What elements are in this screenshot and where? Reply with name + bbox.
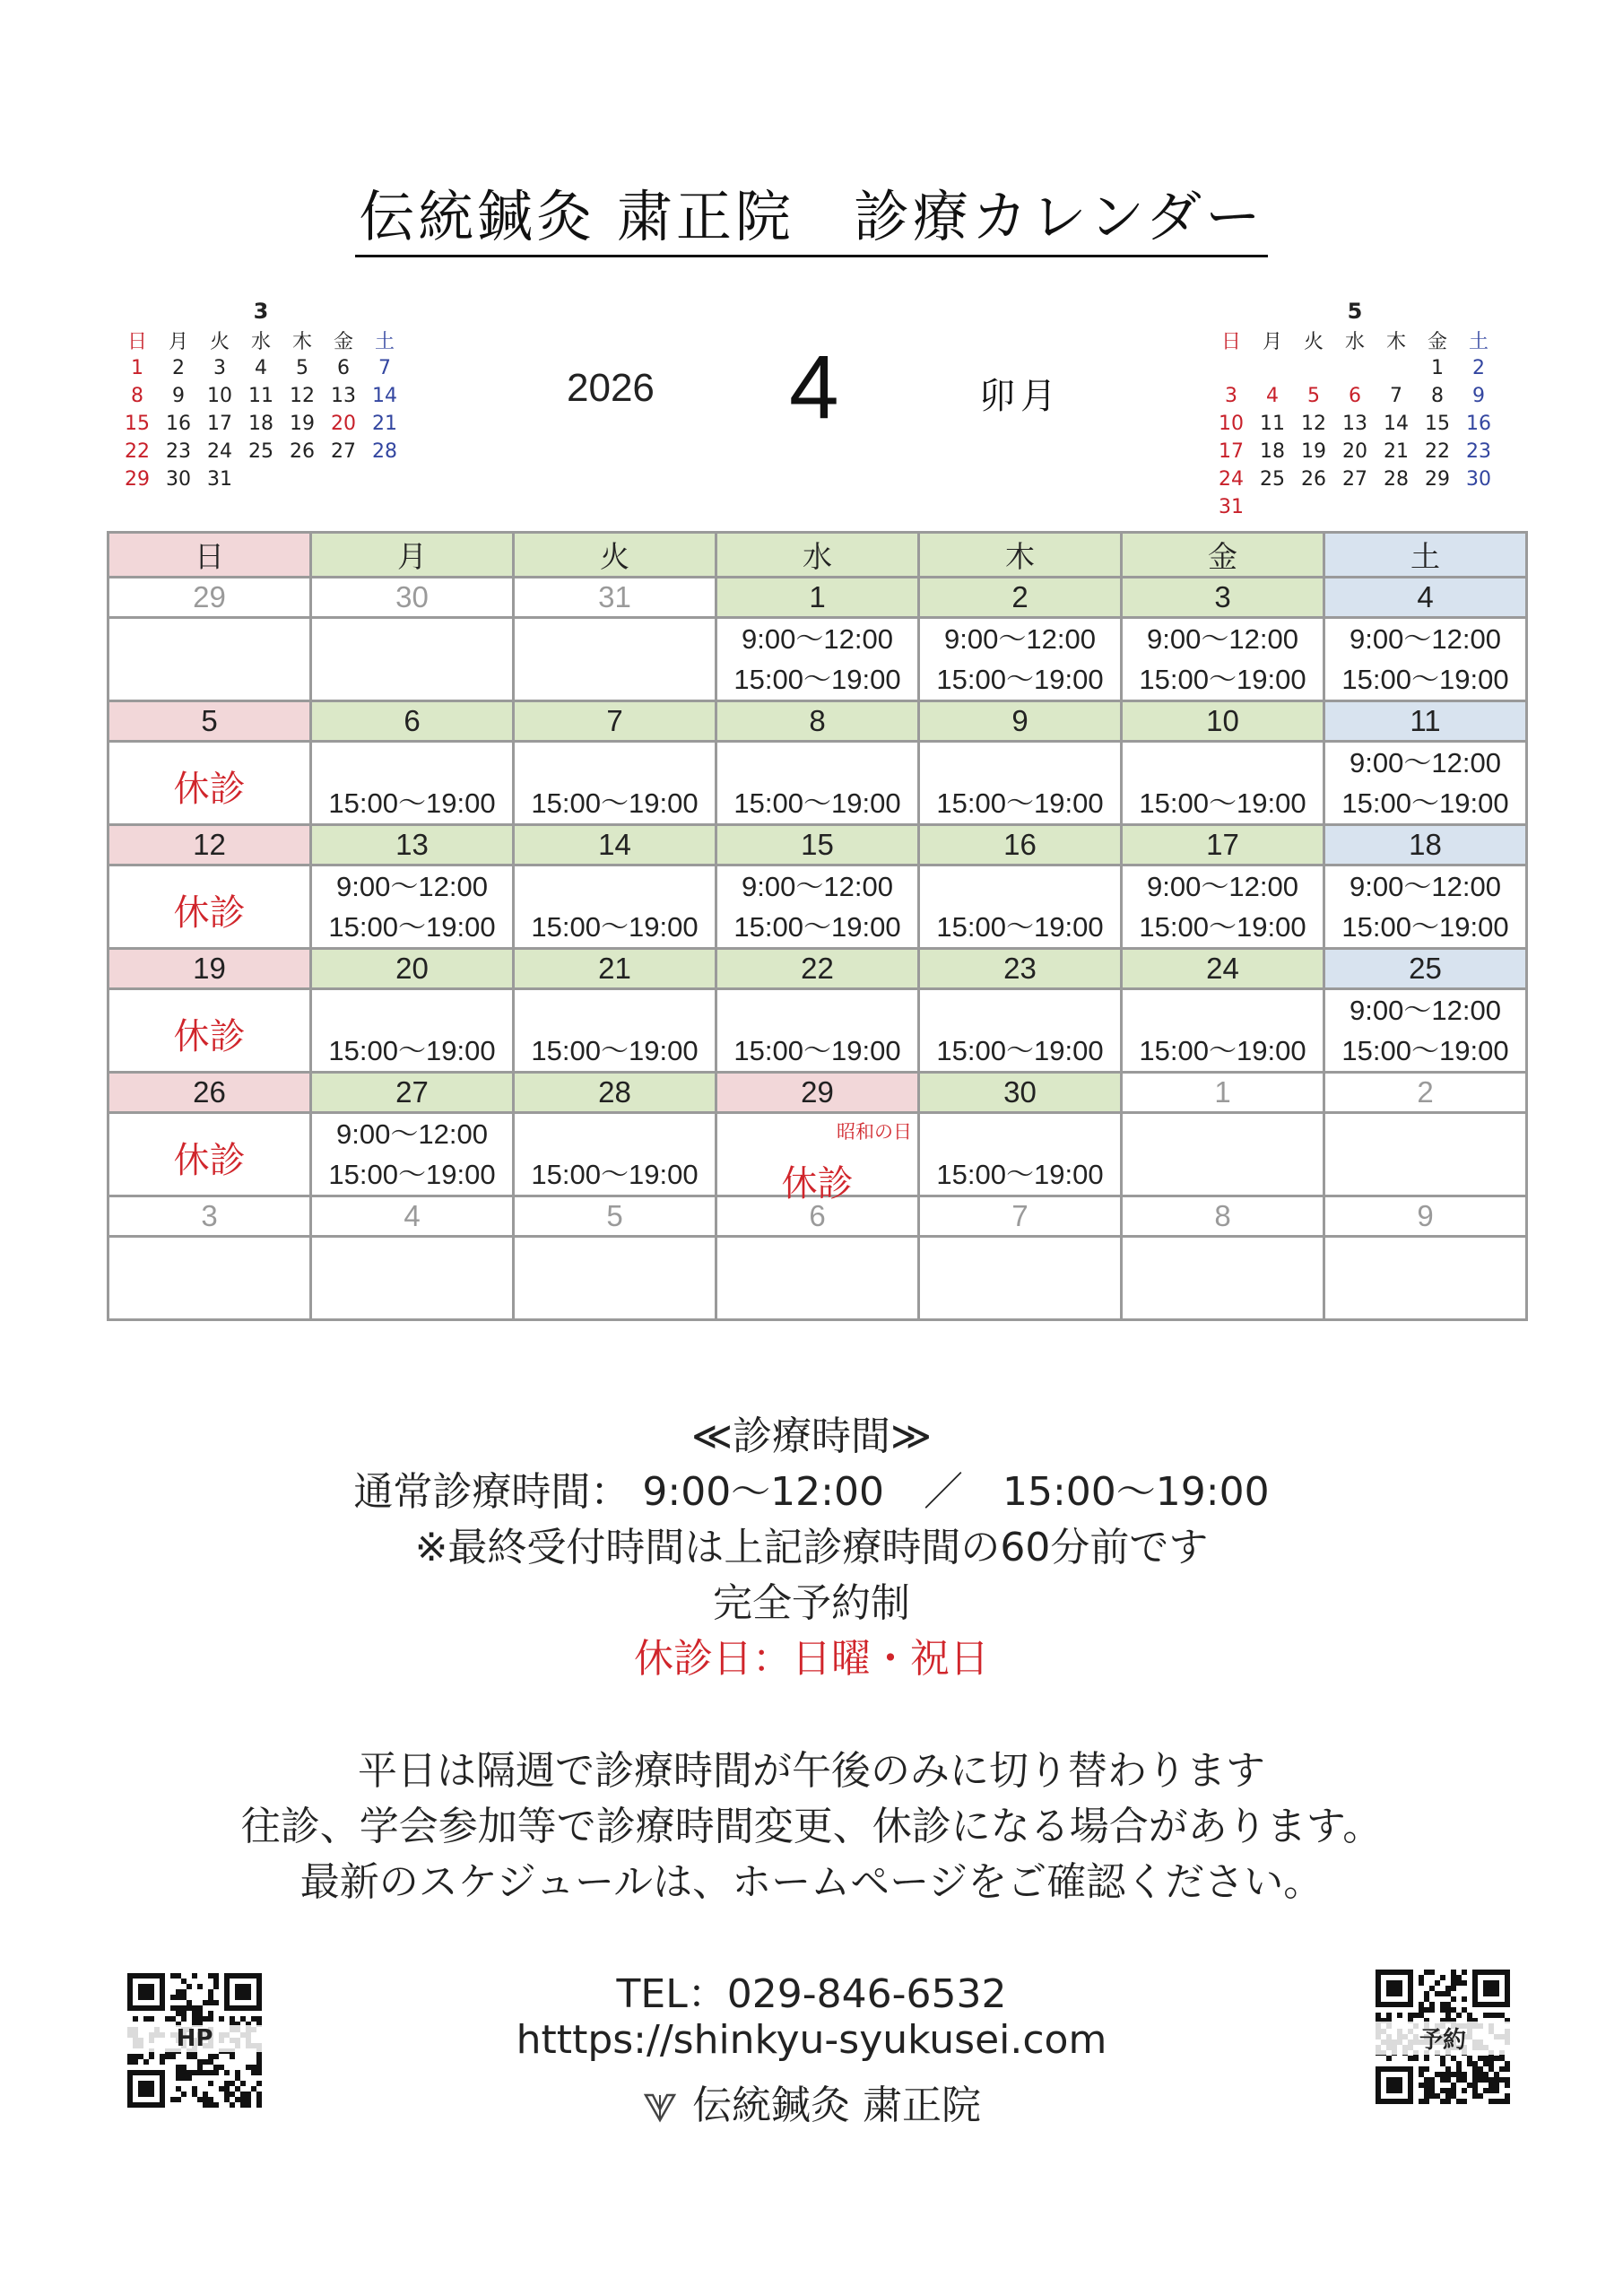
calendar-cell — [108, 1237, 311, 1320]
mini-day: 3 — [1225, 385, 1237, 407]
morning-hours: 9:00〜12:00 — [944, 623, 1096, 655]
calendar-cell — [108, 742, 311, 825]
weekday-header: 火 — [514, 533, 716, 578]
calendar-date: 27 — [311, 1073, 514, 1113]
mini-day: 16 — [166, 413, 191, 435]
mini-day: 4 — [1266, 385, 1279, 407]
calendar-date: 2 — [1324, 1073, 1527, 1113]
calendar-date: 24 — [1122, 949, 1324, 989]
mini-day: 10 — [1219, 413, 1244, 435]
website-url[interactable]: htttps://shinkyu-syukusei.com — [516, 2017, 1107, 2063]
mini-day: 25 — [248, 440, 273, 463]
calendar-date: 8 — [1122, 1196, 1324, 1237]
mini-day — [323, 465, 364, 493]
mini-day: 19 — [1301, 440, 1326, 463]
calendar-cell — [1324, 618, 1527, 701]
mini-day: 24 — [207, 440, 232, 463]
calendar-date: 26 — [108, 1073, 311, 1113]
mini-weekday: 火 — [1303, 331, 1324, 353]
mini-month-label: 3 — [253, 299, 269, 324]
mini-day: 18 — [248, 413, 273, 435]
calendar-cell — [311, 1237, 514, 1320]
mini-day: 17 — [1219, 440, 1244, 463]
mini-weekday: 水 — [1344, 331, 1365, 353]
mini-day: 9 — [172, 385, 185, 407]
calendar-cell — [514, 1113, 716, 1196]
calendar-date: 13 — [311, 825, 514, 865]
afternoon-hours: 15:00〜19:00 — [1139, 1035, 1306, 1066]
calendar-date: 11 — [1324, 701, 1527, 742]
mini-day: 28 — [1384, 468, 1409, 491]
mini-day — [364, 465, 405, 493]
calendar-cell — [514, 1237, 716, 1320]
calendar-cell — [1324, 742, 1527, 825]
afternoon-hours: 15:00〜19:00 — [936, 1159, 1104, 1190]
mini-day: 26 — [1301, 468, 1326, 491]
afternoon-hours: 15:00〜19:00 — [328, 1159, 496, 1190]
qr-label-reservation: 予約 — [1376, 2022, 1510, 2055]
afternoon-hours: 15:00〜19:00 — [1139, 664, 1306, 695]
mini-day: 11 — [1260, 413, 1285, 435]
mini-day: 14 — [1384, 413, 1409, 435]
calendar-date: 30 — [919, 1073, 1122, 1113]
calendar-cell — [1324, 989, 1527, 1073]
calendar-cell — [716, 1113, 919, 1205]
closed-label: 休診 — [173, 769, 246, 810]
morning-hours: 9:00〜12:00 — [1350, 747, 1501, 778]
mini-weekday: 火 — [209, 331, 230, 353]
mini-weekday: 木 — [1385, 331, 1406, 353]
afternoon-hours: 15:00〜19:00 — [936, 1035, 1104, 1066]
calendar-date: 9 — [919, 701, 1122, 742]
mini-day: 23 — [166, 440, 191, 463]
weekday-header: 日 — [108, 533, 311, 578]
mini-day: 1 — [131, 357, 143, 379]
mini-day: 13 — [1342, 413, 1367, 435]
morning-hours: 9:00〜12:00 — [336, 1118, 488, 1150]
clinic-name: 伝統鍼灸 粛正院 — [692, 2083, 981, 2128]
mini-day — [1293, 354, 1334, 382]
calendar-date: 25 — [1324, 949, 1527, 989]
notice-line: 平日は隔週で診療時間が午後のみに切り替わります — [358, 1748, 1265, 1794]
mini-day — [1252, 354, 1293, 382]
afternoon-hours: 15:00〜19:00 — [1341, 787, 1509, 819]
calendar-cell — [108, 865, 311, 949]
year-label: 2026 — [567, 366, 655, 410]
calendar-date: 18 — [1324, 825, 1527, 865]
calendar-cell — [919, 865, 1122, 949]
hours-note: ※最終受付時間は上記診療時間の60分前です — [414, 1525, 1209, 1570]
reservation-note: 完全予約制 — [713, 1580, 910, 1626]
mini-weekday: 日 — [126, 331, 147, 353]
holiday-name: 昭和の日 — [837, 1122, 912, 1143]
calendar-date: 12 — [108, 825, 311, 865]
mini-day: 2 — [1472, 357, 1485, 379]
calendar-date: 3 — [108, 1196, 311, 1237]
afternoon-hours: 15:00〜19:00 — [1341, 911, 1509, 943]
calendar-cell — [1324, 865, 1527, 949]
afternoon-hours: 15:00〜19:00 — [733, 664, 901, 695]
calendar-date: 31 — [514, 578, 716, 618]
month-kanji: 卯月 — [979, 376, 1062, 417]
calendar-cell — [1122, 618, 1324, 701]
mini-day — [240, 465, 282, 493]
mini-day: 10 — [207, 385, 232, 407]
afternoon-hours: 15:00〜19:00 — [531, 911, 699, 943]
hours-heading: ≪診療時間≫ — [690, 1413, 933, 1459]
mini-weekday: 金 — [1427, 331, 1447, 353]
mini-day — [1252, 493, 1293, 521]
mini-day: 29 — [125, 468, 150, 491]
mini-day: 17 — [207, 413, 232, 435]
mini-day — [1376, 354, 1417, 382]
afternoon-hours: 15:00〜19:00 — [733, 911, 901, 943]
mini-day: 25 — [1260, 468, 1285, 491]
calendar-cell — [108, 989, 311, 1073]
mini-calendar-prev — [117, 296, 405, 493]
weekday-header: 土 — [1324, 533, 1527, 578]
calendar-cell — [1122, 742, 1324, 825]
calendar-date: 4 — [1324, 578, 1527, 618]
mini-day: 15 — [125, 413, 150, 435]
calendar-date: 1 — [1122, 1073, 1324, 1113]
calendar-cell — [919, 1113, 1122, 1196]
mini-day: 6 — [337, 357, 350, 379]
calendar-date: 7 — [919, 1196, 1122, 1237]
page-title — [0, 172, 1623, 252]
mini-weekday: 月 — [1262, 331, 1282, 353]
afternoon-hours: 15:00〜19:00 — [1139, 787, 1306, 819]
mini-day: 2 — [172, 357, 185, 379]
mini-day — [1293, 493, 1334, 521]
title-text: 伝統鍼灸 粛正院 診療カレンダー — [355, 184, 1268, 257]
qr-label-hp: HP — [127, 2025, 262, 2052]
afternoon-hours: 15:00〜19:00 — [733, 1035, 901, 1066]
calendar-date: 29 — [108, 578, 311, 618]
clinic-logo-icon — [642, 2090, 678, 2126]
calendar-cell — [716, 989, 919, 1073]
calendar-date: 5 — [514, 1196, 716, 1237]
calendar-cell — [1122, 865, 1324, 949]
calendar-date: 14 — [514, 825, 716, 865]
mini-day: 1 — [1431, 357, 1444, 379]
mini-day: 12 — [1301, 413, 1326, 435]
afternoon-hours: 15:00〜19:00 — [531, 787, 699, 819]
mini-day: 27 — [1342, 468, 1367, 491]
mini-day: 21 — [372, 413, 397, 435]
calendar-cell — [514, 865, 716, 949]
morning-hours: 9:00〜12:00 — [1350, 871, 1501, 902]
mini-day: 5 — [296, 357, 308, 379]
calendar-cell — [716, 865, 919, 949]
mini-day — [1211, 354, 1252, 382]
mini-day: 8 — [1431, 385, 1444, 407]
mini-day: 23 — [1466, 440, 1491, 463]
calendar-date: 5 — [108, 701, 311, 742]
mini-weekday: 土 — [1468, 331, 1488, 353]
afternoon-hours: 15:00〜19:00 — [328, 787, 496, 819]
mini-day: 5 — [1307, 385, 1320, 407]
mini-weekday: 月 — [168, 331, 188, 353]
afternoon-hours: 15:00〜19:00 — [531, 1035, 699, 1066]
mini-calendar-next — [1211, 296, 1499, 521]
mini-day: 31 — [1219, 496, 1244, 518]
calendar-date: 16 — [919, 825, 1122, 865]
weekday-header: 月 — [311, 533, 514, 578]
notice-line: 往診、学会参加等で診療時間変更、休診になる場合があります。 — [240, 1804, 1383, 1849]
calendar-cell — [919, 742, 1122, 825]
calendar-cell — [1122, 989, 1324, 1073]
calendar-date: 15 — [716, 825, 919, 865]
mini-day: 22 — [1425, 440, 1450, 463]
qr-code-reservation[interactable] — [1376, 1970, 1510, 2104]
mini-day: 20 — [1342, 440, 1367, 463]
mini-day — [1334, 493, 1376, 521]
mini-day: 20 — [331, 413, 356, 435]
morning-hours: 9:00〜12:00 — [742, 871, 893, 902]
calendar-cell — [108, 1113, 311, 1196]
mini-day: 18 — [1260, 440, 1285, 463]
mini-weekday: 木 — [291, 331, 312, 353]
mini-day: 3 — [213, 357, 226, 379]
mini-day — [1458, 493, 1499, 521]
calendar-date: 7 — [514, 701, 716, 742]
mini-day: 19 — [290, 413, 315, 435]
calendar-cell — [311, 742, 514, 825]
afternoon-hours: 15:00〜19:00 — [531, 1159, 699, 1190]
calendar-cell — [716, 618, 919, 701]
afternoon-hours: 15:00〜19:00 — [936, 911, 1104, 943]
mini-weekday: 日 — [1220, 331, 1241, 353]
calendar-cell — [1324, 1113, 1527, 1196]
closed-label: 休診 — [173, 1016, 246, 1057]
calendar-cell — [514, 618, 716, 701]
mini-day: 6 — [1349, 385, 1361, 407]
calendar-date: 4 — [311, 1196, 514, 1237]
calendar-date: 19 — [108, 949, 311, 989]
mini-day: 24 — [1219, 468, 1244, 491]
mini-day: 7 — [1390, 385, 1402, 407]
afternoon-hours: 15:00〜19:00 — [1139, 911, 1306, 943]
calendar-date: 9 — [1324, 1196, 1527, 1237]
calendar-date: 30 — [311, 578, 514, 618]
calendar-date: 28 — [514, 1073, 716, 1113]
mini-day: 28 — [372, 440, 397, 463]
mini-day: 27 — [331, 440, 356, 463]
mini-day: 7 — [378, 357, 391, 379]
weekday-header: 金 — [1122, 533, 1324, 578]
mini-day: 9 — [1472, 385, 1485, 407]
afternoon-hours: 15:00〜19:00 — [1341, 1035, 1509, 1066]
calendar-date: 6 — [311, 701, 514, 742]
calendar-cell — [311, 618, 514, 701]
qr-code-hp[interactable] — [127, 1973, 262, 2108]
morning-hours: 9:00〜12:00 — [1147, 623, 1298, 655]
calendar-cell — [716, 1237, 919, 1320]
afternoon-hours: 15:00〜19:00 — [1341, 664, 1509, 695]
mini-day: 30 — [1466, 468, 1491, 491]
mini-day: 11 — [248, 385, 273, 407]
calendar-cell — [311, 1113, 514, 1196]
closed-label: 休診 — [173, 1140, 246, 1181]
mini-day: 26 — [290, 440, 315, 463]
calendar-date: 10 — [1122, 701, 1324, 742]
morning-hours: 9:00〜12:00 — [1350, 623, 1501, 655]
mini-day: 8 — [131, 385, 143, 407]
calendar-cell — [919, 618, 1122, 701]
calendar-cell — [919, 989, 1122, 1073]
calendar-cell — [1122, 1237, 1324, 1320]
weekday-header: 木 — [919, 533, 1122, 578]
afternoon-hours: 15:00〜19:00 — [328, 1035, 496, 1066]
mini-day: 22 — [125, 440, 150, 463]
morning-hours: 9:00〜12:00 — [742, 623, 893, 655]
calendar-cell — [514, 742, 716, 825]
calendar-date: 29 — [716, 1073, 919, 1113]
mini-day: 4 — [255, 357, 267, 379]
afternoon-hours: 15:00〜19:00 — [328, 911, 496, 943]
mini-day: 21 — [1384, 440, 1409, 463]
tel: TEL：029-846-6532 — [616, 1971, 1007, 2017]
calendar-date: 21 — [514, 949, 716, 989]
notice-line: 最新のスケジュールは、ホームページをご確認ください。 — [299, 1859, 1324, 1905]
mini-day — [1376, 493, 1417, 521]
mini-day: 30 — [166, 468, 191, 491]
afternoon-hours: 15:00〜19:00 — [936, 664, 1104, 695]
mini-day: 31 — [207, 468, 232, 491]
calendar-date: 22 — [716, 949, 919, 989]
calendar-date: 3 — [1122, 578, 1324, 618]
calendar-cell — [919, 1237, 1122, 1320]
afternoon-hours: 15:00〜19:00 — [733, 787, 901, 819]
afternoon-hours: 15:00〜19:00 — [936, 787, 1104, 819]
mini-day — [282, 465, 323, 493]
mini-day — [1417, 493, 1458, 521]
calendar-cell — [311, 865, 514, 949]
calendar-cell — [1324, 1237, 1527, 1320]
mini-day — [1334, 354, 1376, 382]
morning-hours: 9:00〜12:00 — [336, 871, 488, 902]
calendar-cell — [311, 989, 514, 1073]
calendar-date: 1 — [716, 578, 919, 618]
calendar-cell — [514, 989, 716, 1073]
calendar-date: 8 — [716, 701, 919, 742]
mini-day: 13 — [331, 385, 356, 407]
mini-day: 15 — [1425, 413, 1450, 435]
mini-day: 29 — [1425, 468, 1450, 491]
closed-days: 休診日：日曜・祝日 — [634, 1636, 989, 1682]
month-number: 4 — [789, 337, 839, 438]
calendar-cell — [108, 618, 311, 701]
calendar-date: 6 — [716, 1196, 919, 1237]
mini-weekday: 土 — [374, 331, 395, 353]
calendar-date: 20 — [311, 949, 514, 989]
mini-month-label: 5 — [1347, 299, 1363, 324]
weekday-header: 水 — [716, 533, 919, 578]
closed-label: 休診 — [173, 892, 246, 934]
morning-hours: 9:00〜12:00 — [1350, 995, 1501, 1026]
mini-weekday: 水 — [250, 331, 271, 353]
hours-normal: 通常診療時間： 9:00〜12:00 ／ 15:00〜19:00 — [353, 1469, 1270, 1515]
morning-hours: 9:00〜12:00 — [1147, 871, 1298, 902]
calendar-cell — [1122, 1113, 1324, 1196]
closed-label: 休診 — [781, 1163, 854, 1205]
mini-day: 14 — [372, 385, 397, 407]
calendar-date: 17 — [1122, 825, 1324, 865]
mini-day: 12 — [290, 385, 315, 407]
calendar-date: 23 — [919, 949, 1122, 989]
calendar-cell — [716, 742, 919, 825]
main-calendar — [107, 531, 1528, 1321]
mini-day: 16 — [1466, 413, 1491, 435]
calendar-date: 2 — [919, 578, 1122, 618]
mini-weekday: 金 — [333, 331, 353, 353]
